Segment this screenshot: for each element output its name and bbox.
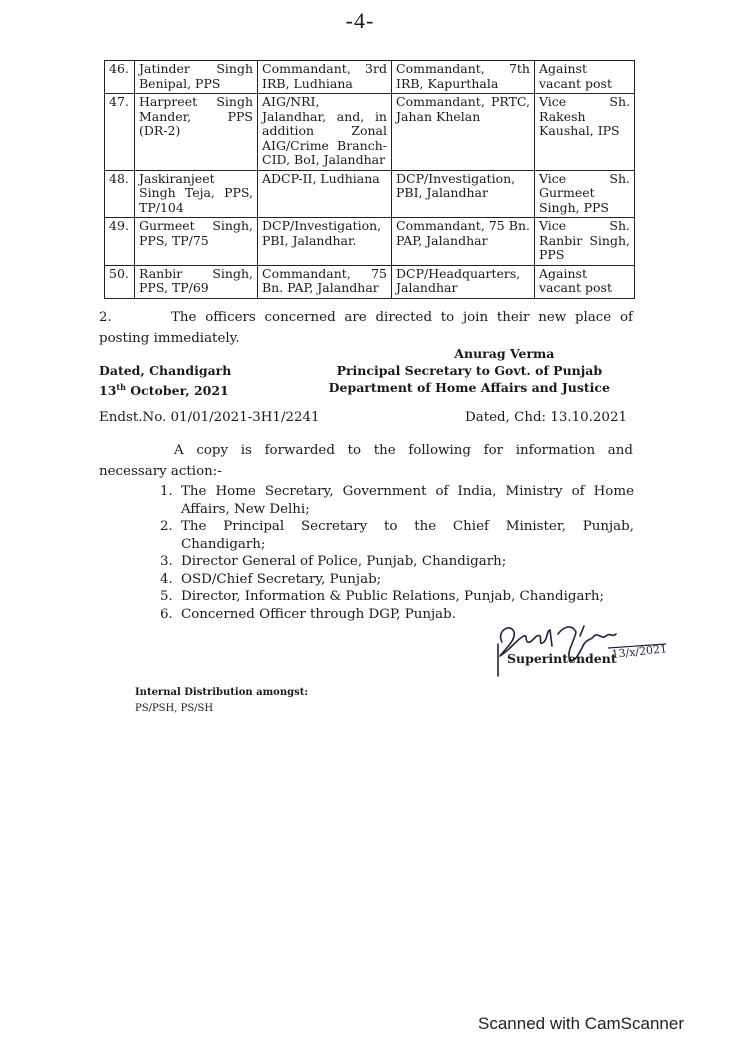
paragraph-2-line-1: The officers concerned are directed to join their new place of	[171, 310, 633, 325]
cell-officer-name: Jatinder Singh Benipal, PPS	[135, 61, 258, 94]
list-item-number: 6.	[160, 606, 173, 622]
dated-day-suffix: th	[116, 382, 126, 392]
superintendent-title: Superintendent	[507, 651, 617, 666]
cell-posted-from: AIG/NRI, Jalandhar, and, in addition Zonal AIG/Crime Branch-CID, BoI, Jalandhar	[258, 94, 392, 171]
cell-posted-from: Commandant, 3rd IRB, Ludhiana	[258, 61, 392, 94]
table-row	[105, 265, 635, 298]
endorsement-number: Endst.No. 01/01/2021-3H1/2241	[99, 410, 320, 425]
list-item-number: 2.	[160, 519, 173, 534]
list-item	[160, 588, 634, 606]
postings-table	[104, 60, 635, 299]
cell-remarks: Vice Sh. Ranbir Singh, PPS	[535, 218, 635, 266]
cell-posted-from: Commandant, 75 Bn. PAP, Jalandhar	[258, 265, 392, 298]
handwritten-signature	[488, 612, 678, 682]
list-item-number: 4.	[160, 571, 173, 587]
paragraph-number: 2.	[99, 310, 112, 325]
list-item-number: 3.	[160, 554, 173, 569]
cell-remarks: Vice Sh. Rakesh Kaushal, IPS	[535, 94, 635, 171]
cell-posted-to: DCP/Headquarters, Jalandhar	[392, 265, 535, 298]
table-row	[105, 61, 635, 94]
table-row	[105, 218, 635, 266]
cell-officer-name: Ranbir Singh, PPS, TP/69	[135, 265, 258, 298]
internal-distribution-list: PS/PSH, PS/SH	[135, 703, 214, 714]
page-number: -4-	[345, 8, 375, 33]
paragraph-2-line-2: posting immediately.	[99, 331, 240, 346]
cell-posted-to: DCP/Investigation, PBI, Jalandhar	[392, 170, 535, 218]
cell-serial-number: 46.	[105, 61, 135, 94]
cell-posted-to: Commandant, 75 Bn. PAP, Jalandhar	[392, 218, 535, 266]
list-item-text: The Home Secretary, Government of India, Ministry of Home Affairs, New Delhi;	[181, 484, 634, 517]
cell-serial-number: 49.	[105, 218, 135, 266]
cell-officer-name: Harpreet Singh Mander, PPS (DR-2)	[135, 94, 258, 171]
dated-place: Dated, Chandigarh	[99, 363, 232, 378]
signatory-department: Department of Home Affairs and Justice	[328, 380, 610, 395]
scanner-watermark: Scanned with CamScanner	[478, 1014, 685, 1033]
signatory-designation: Principal Secretary to Govt. of Punjab	[336, 363, 603, 378]
internal-distribution	[135, 685, 308, 717]
list-item-number: 1.	[160, 484, 173, 499]
list-item-text: Director General of Police, Punjab, Chandigarh;	[181, 554, 507, 569]
cell-remarks: Against vacant post	[535, 265, 635, 298]
cell-posted-from: DCP/Investigation, PBI, Jalandhar.	[258, 218, 392, 266]
table-row	[105, 170, 635, 218]
cell-officer-name: Jaskiranjeet Singh Teja, PPS, TP/104	[135, 170, 258, 218]
signatory-block	[329, 345, 610, 396]
copy-intro-line-1: A copy is forwarded to the following for information and	[174, 443, 633, 458]
cell-officer-name: Gurmeet Singh, PPS, TP/75	[135, 218, 258, 266]
endorsement-line	[99, 410, 633, 425]
postings-table-body	[105, 61, 635, 299]
recipient-list	[160, 483, 634, 623]
signatory-name: Anurag Verma	[454, 346, 555, 361]
list-item-text: Concerned Officer through DGP, Punjab.	[181, 606, 456, 622]
list-item	[160, 571, 634, 589]
list-item-number: 5.	[160, 589, 173, 604]
cell-serial-number: 50.	[105, 265, 135, 298]
list-item-text: OSD/Chief Secretary, Punjab;	[181, 571, 382, 587]
cell-posted-from: ADCP-II, Ludhiana	[258, 170, 392, 218]
copy-intro	[99, 440, 633, 482]
signature-date: 13/x/2021	[610, 642, 668, 661]
dated-month-year: October, 2021	[125, 383, 229, 399]
list-item	[160, 553, 634, 571]
list-item-text: The Principal Secretary to the Chief Minister, Punjab, Chandigarh;	[181, 519, 634, 552]
paragraph-2	[99, 307, 633, 349]
list-item	[160, 518, 634, 553]
internal-distribution-heading: Internal Distribution amongst:	[135, 687, 309, 698]
endorsement-date: Dated, Chd: 13.10.2021	[465, 410, 627, 425]
dated-block	[99, 362, 231, 399]
dated-date	[99, 379, 231, 399]
table-row	[105, 94, 635, 171]
dated-day: 13	[99, 383, 117, 399]
cell-remarks: Vice Sh. Gurmeet Singh, PPS	[535, 170, 635, 218]
list-item	[160, 483, 634, 518]
cell-serial-number: 48.	[105, 170, 135, 218]
copy-intro-line-2: necessary action:-	[99, 464, 222, 479]
cell-posted-to: Commandant, 7th IRB, Kapurthala	[392, 61, 535, 94]
cell-posted-to: Commandant, PRTC, Jahan Khelan	[392, 94, 535, 171]
list-item-text: Director, Information & Public Relations, Punjab, Chandigarh;	[181, 589, 604, 604]
cell-serial-number: 47.	[105, 94, 135, 171]
cell-remarks: Against vacant post	[535, 61, 635, 94]
